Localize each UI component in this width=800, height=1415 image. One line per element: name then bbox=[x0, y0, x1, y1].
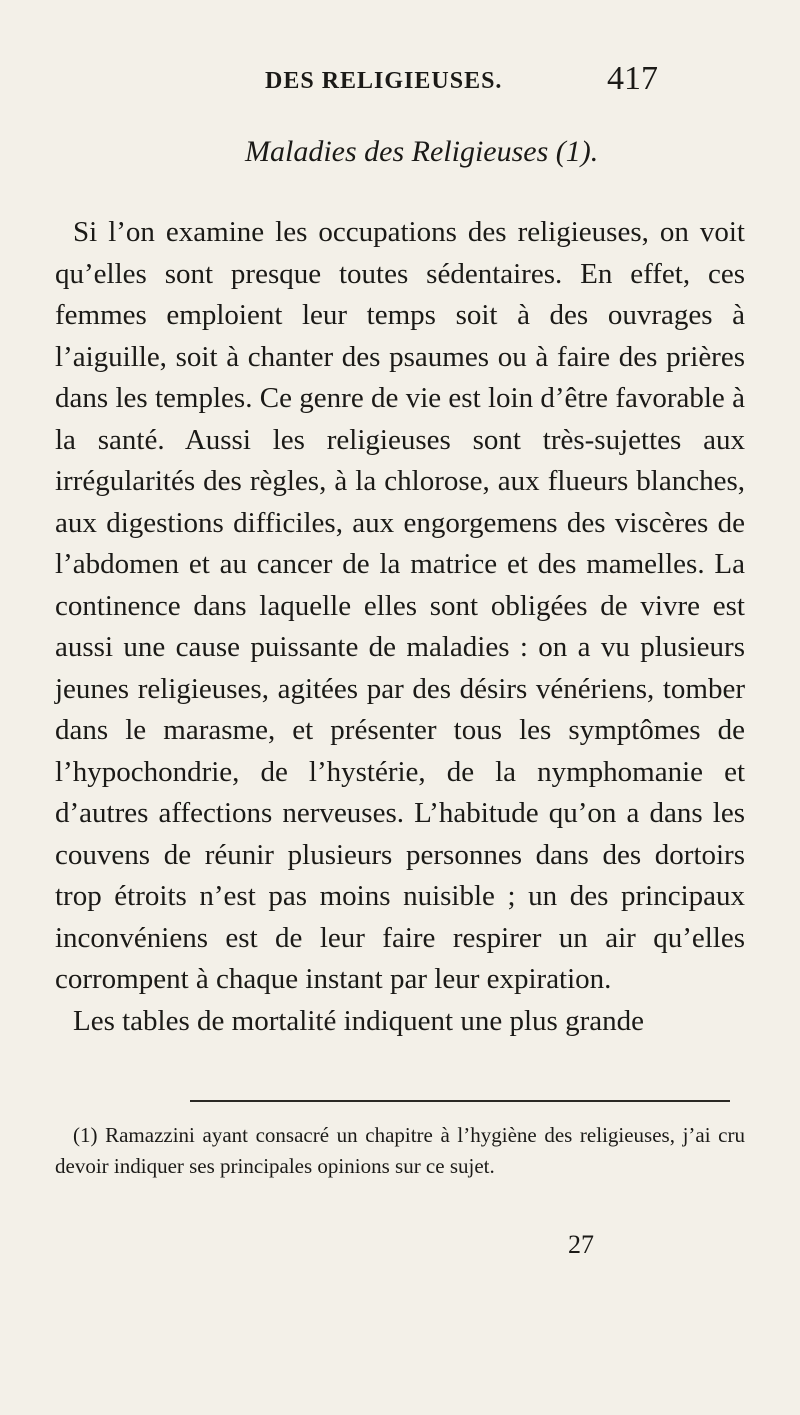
running-head: DES RELIGIEUSES. bbox=[265, 68, 503, 94]
page-number: 417 bbox=[607, 60, 658, 97]
footnote-text: (1) Ramazzini ayant consacré un chapitre à l’hygiène des religieuses, j’ai cru devoir indiquer ses principales opinions sur ce sujet. bbox=[55, 1123, 745, 1178]
paragraph: Les tables de mortalité indiquent une plus grande bbox=[73, 1004, 644, 1037]
body-text bbox=[55, 212, 745, 1042]
paragraph: Si l’on examine les occupations des religieuses, on voit qu’elles sont presque toutes sédentaires. En effet, ces femmes emploient leur temps soit à des ouvrages à l’aiguille, soit à chanter des psaumes ou à faire des prières dans les temples. Ce genre de vie est loin d’être favorable à la santé. Aussi les religieuses sont très-sujettes aux irrégularités des règles, à la chlorose, aux flueurs blanches, aux digestions difficiles, aux engorgemens des viscères de l’abdomen et au cancer de la matrice et des mamelles. La continence dans laquelle elles sont obligées de vivre est aussi une cause puissante de maladies : on a vu plusieurs jeunes religieuses, agitées par des désirs vénériens, tomber dans le marasme, et présenter tous les symptômes de l’hypochondrie, de l’hystérie, de la nymphomanie et d’autres affections nerveuses. L’habitude qu’on a dans les couvens de réunir plusieurs personnes dans des dortoirs trop étroits n’est pas moins nuisible ; un des principaux inconvéniens est de leur faire respirer un air qu’elles corrompent à chaque instant par leur expiration. bbox=[55, 216, 745, 995]
footnote bbox=[55, 1120, 745, 1182]
signature-mark: 27 bbox=[568, 1230, 594, 1259]
section-title: Maladies des Religieuses (1). bbox=[245, 135, 599, 168]
footnote-rule bbox=[190, 1100, 730, 1102]
